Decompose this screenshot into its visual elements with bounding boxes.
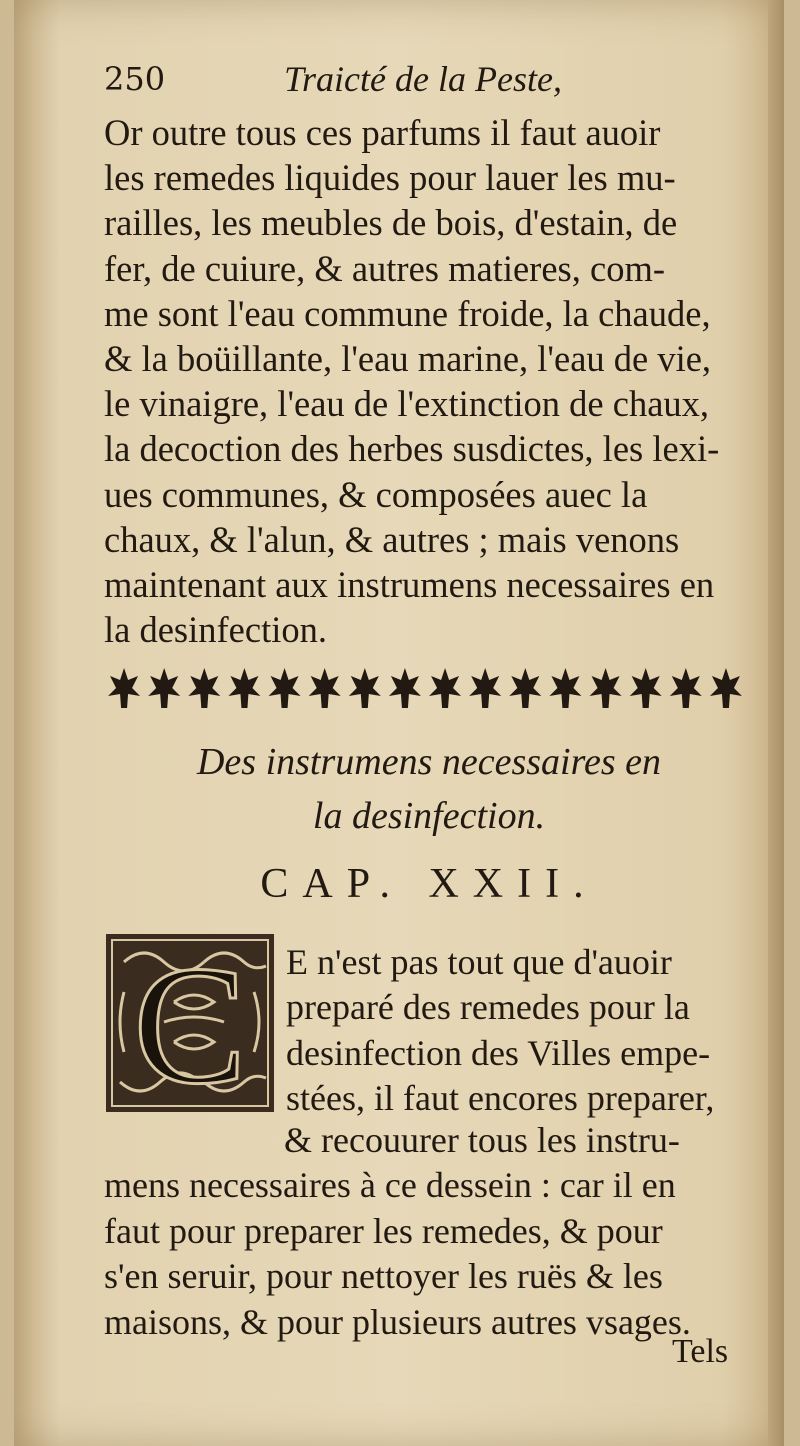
fleuron-glyph (469, 668, 501, 708)
page-number: 250 (104, 60, 166, 98)
chapter-title-line: la desinfection. (312, 795, 546, 837)
fleuron-glyph (188, 668, 220, 708)
fleuron-glyph (269, 668, 301, 708)
decorated-initial-c (104, 932, 276, 1114)
text-line: la desinfection. (104, 609, 327, 651)
text-line: s'en seruir, pour nettoyer les ruës & les (104, 1256, 663, 1297)
text-line: mens necessaires à ce dessein : car il en (104, 1165, 676, 1206)
paragraph-2-indented (286, 940, 756, 1122)
text-line: chaux, & l'alun, & autres ; mais venons (104, 518, 680, 560)
text-line: & recouurer tous les instru- (284, 1120, 680, 1160)
fleuron-glyph (349, 668, 381, 708)
text-line: le vinaigre, l'eau de l'extinction de chaux, (104, 383, 710, 425)
text-line: & la boüillante, l'eau marine, l'eau de vie, (104, 338, 712, 380)
text-line: E n'est pas tout que d'auoir (286, 942, 672, 982)
text-line: faut pour preparer les remedes, & pour (104, 1210, 663, 1251)
fleuron-glyph (108, 668, 140, 708)
paragraph-1 (104, 110, 754, 652)
fleuron-glyph (710, 668, 742, 708)
text-line: maintenant aux instrumens necessaires en (104, 564, 715, 606)
text-line: railles, les meubles de bois, d'estain, de (104, 202, 678, 244)
fleuron-glyph (429, 668, 461, 708)
fleuron-glyph (549, 668, 581, 708)
text-line: fer, de cuiure, & autres matieres, com- (104, 247, 665, 289)
fleuron-ornament-band (104, 662, 746, 714)
fleuron-glyph (670, 668, 702, 708)
chapter-title (104, 735, 754, 843)
page-header (104, 52, 754, 104)
text-line: preparé des remedes pour la (286, 987, 690, 1028)
page-gutter-edge (768, 0, 784, 1446)
fleuron-glyph (590, 668, 622, 708)
text-line: ues communes, & composées auec la (104, 473, 648, 515)
text-line: stées, il faut encores preparer, (286, 1078, 715, 1119)
text-line: me sont l'eau commune froide, la chaude, (104, 292, 711, 334)
catchword: Tels (672, 1333, 729, 1370)
chapter-number: CAP. XXII. (260, 861, 598, 907)
fleuron-glyph (309, 668, 341, 708)
text-line: la decoction des herbes susdictes, les lexi- (104, 428, 720, 470)
paragraph-2 (104, 1118, 754, 1345)
fleuron-glyph (228, 668, 260, 708)
fleuron-glyph (630, 668, 662, 708)
running-title: Traicté de la Peste, (284, 59, 562, 99)
text-line: maisons, & pour plusieurs autres vsages. (104, 1301, 691, 1342)
fleuron-glyph (148, 668, 180, 708)
text-line: desinfection des Villes empe- (286, 1032, 711, 1073)
fleuron-glyph (509, 668, 541, 708)
fleuron-glyph (389, 668, 421, 708)
text-line: les remedes liquides pour lauer les mu- (104, 157, 676, 199)
drop-cap-letter: C (133, 932, 247, 1114)
text-line: Or outre tous ces parfums il faut auoir (104, 112, 661, 153)
chapter-title-line: Des instrumens necessaires en (196, 741, 661, 783)
